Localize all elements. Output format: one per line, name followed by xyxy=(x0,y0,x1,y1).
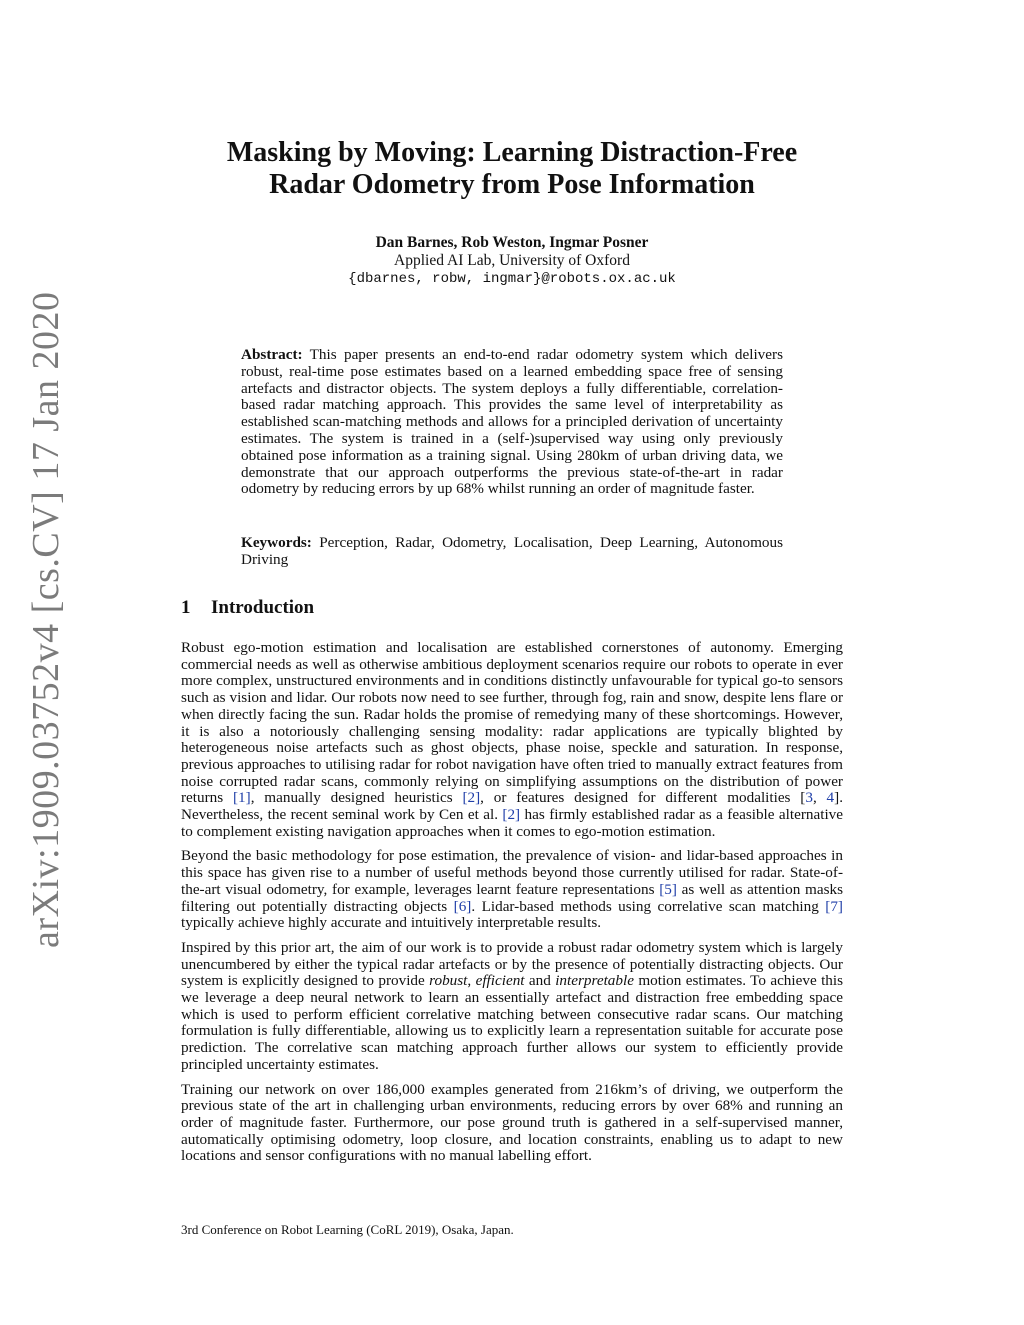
keywords xyxy=(241,535,783,569)
emphasis-text: robust xyxy=(429,972,468,990)
paper-title xyxy=(120,137,904,201)
abstract xyxy=(241,347,783,498)
conference-footnote: 3rd Conference on Robot Learning (CoRL 2019), Osaka, Japan. xyxy=(181,1222,514,1237)
abstract-text: This paper presents an end-to-end radar odometry system which delivers robust, real-time pose estimates based on a learned embedding space free of sensing artefacts and distractor objects. The system deploys a fully differentiable, correlation-based radar matching approach. This provides the same level of interpretability as established scan-matching methods and allows for a principled derivation of uncertainty estimates. The system is trained in a (self-)supervised way using only previously obtained pose information as a training signal. Using 280km of urban driving data, we demonstrate that our approach outperforms the previous state-of-the-art in radar odometry by reducing errors by up 68% whilst running an order of magnitude faster. xyxy=(241,346,783,498)
paragraph-text: , manually designed heuristics xyxy=(250,789,463,807)
citation-link[interactable]: 3 xyxy=(805,789,813,807)
citation-link[interactable]: [5] xyxy=(659,880,677,898)
paragraph-text: Inspired by this prior art, the aim of our work is to provide a robust radar odometry system which is largely unencumbered by either the typical radar artefacts or by the presence of potentially distracting objects. Our system is explicitly designed to provide xyxy=(181,938,843,990)
paragraph-text: Beyond the basic methodology for pose estimation, the prevalence of vision- and lidar-based approaches in this space has given rise to a number of useful methods beyond those currently utilised for radar. State-of-the-art visual odometry, for example, leverages learnt feature representations xyxy=(181,847,843,898)
citation-link[interactable]: [7] xyxy=(825,897,843,915)
author-affiliation: Applied AI Lab, University of Oxford xyxy=(394,252,630,269)
emphasis-text: interpretable xyxy=(555,972,634,990)
paragraph-text: and xyxy=(524,972,556,990)
author-block xyxy=(120,234,904,288)
section-heading xyxy=(181,597,314,619)
emphasis-text: efficient xyxy=(475,972,525,990)
title-line-2: Radar Odometry from Pose Information xyxy=(269,169,755,200)
paragraph-text: motion estimates. To achieve this we leverage a deep neural network to learn an essentially artefact and distraction free embedding space which is used to perform efficient correlative matching between consecutive radar scans. Our matching formulation is fully differentiable, allowing us to explicitly learn a representation suitable for accurate pose prediction. The correlative scan matching approach further allows our system to efficiently provide principled uncertainty estimates. xyxy=(181,972,844,1073)
citation-link[interactable]: [6] xyxy=(453,897,472,915)
paragraph-1 xyxy=(181,640,843,840)
paragraph-text: Robust ego-motion estimation and localisation are established cornerstones of autonomy. Emerging commercial needs as well as otherwise ambitious deployment scenarios require our robots to operate in ever more complex, unstructured environments and in conditions distinctly unfavourable for typical go-to sensors such as vision and lidar. Our robots now need to see further, through fog, rain and snow, despite lens flare or when directly facing the sun. Radar holds the promise of remedying many of these shortcomings. However, it is also a notoriously challenging sensing modality: radar applications are typically blighted by heterogeneous noise artefacts such as ghost objects, phase noise, speckle and saturation. In response, previous approaches to utilising radar for robot navigation have often tried to manually extract features from noise corrupted radar scans, commonly relying on simplifying assumptions on the distribution of power returns xyxy=(181,639,843,807)
paragraph-4 xyxy=(181,1082,843,1166)
body-text xyxy=(181,640,843,1173)
paragraph-text: has firmly established radar as a feasible alternative to complement existing navigation approaches when it comes to ego-motion estimation. xyxy=(181,806,843,840)
paragraph-3 xyxy=(181,940,843,1074)
section-number: 1 xyxy=(181,597,191,618)
citation-link[interactable]: [2] xyxy=(462,789,481,807)
title-line-1: Masking by Moving: Learning Distraction-Free xyxy=(226,137,798,168)
paragraph-text: , xyxy=(812,789,827,807)
keywords-text: Perception, Radar, Odometry, Localisation, Deep Learning, Autonomous Driving xyxy=(241,534,783,568)
citation-link[interactable]: [2] xyxy=(502,806,521,824)
abstract-label: Abstract: xyxy=(241,346,303,363)
section-title: Introduction xyxy=(211,597,315,618)
citation-link[interactable]: 4 xyxy=(826,789,835,807)
keywords-label: Keywords: xyxy=(241,534,312,551)
paragraph-text: , xyxy=(467,972,476,990)
paragraph-text: Training our network on over 186,000 examples generated from 216km’s of driving, we outperform the previous state of the art in challenging urban environments, reducing errors by over 68% and running an order of magnitude faster. Furthermore, our pose ground truth is gathered in a self-supervised manner, automatically optimising odometry, loop closure, and location constraints, enabling us to adapt to new locations and sensor configurations with no manual labelling effort. xyxy=(181,1080,843,1165)
paragraph-2 xyxy=(181,848,843,932)
citation-link[interactable]: [1] xyxy=(232,789,251,807)
paragraph-text: , or features designed for different modalities [ xyxy=(480,789,806,807)
paragraph-text: as well as attention masks filtering out potentially distracting objects xyxy=(181,880,843,915)
author-email: {dbarnes, robw, ingmar}@robots.ox.ac.uk xyxy=(348,271,676,287)
arxiv-identifier: arXiv:1909.03752v4 [cs.CV] 17 Jan 2020 xyxy=(25,291,67,948)
paragraph-text: . Lidar-based methods using correlative scan matching xyxy=(471,897,826,915)
paragraph-text: ]. Nevertheless, the recent seminal work by Cen et al. xyxy=(181,789,843,824)
paragraph-text: typically achieve highly accurate and intuitively interpretable results. xyxy=(181,914,602,932)
author-names: Dan Barnes, Rob Weston, Ingmar Posner xyxy=(375,234,649,251)
